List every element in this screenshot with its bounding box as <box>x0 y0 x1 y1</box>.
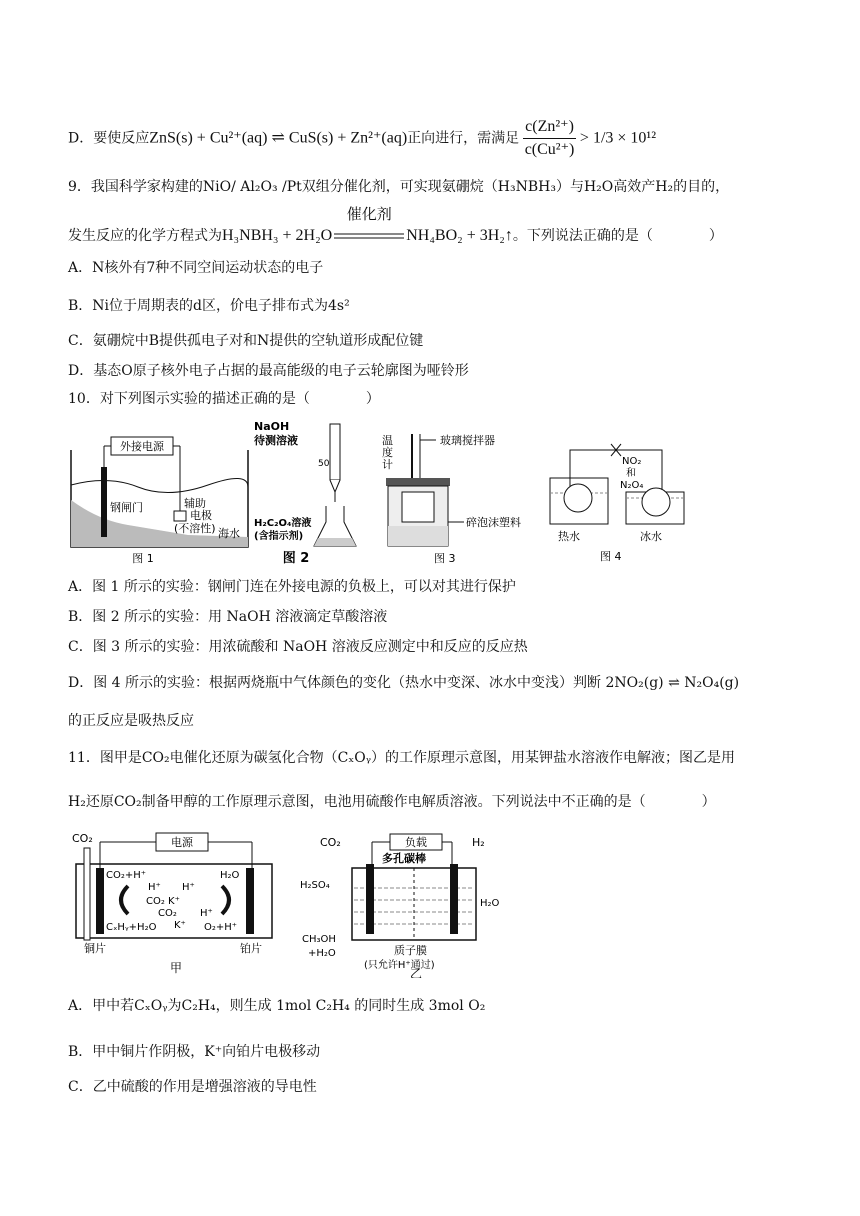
fig3-thermo-1: 温 <box>382 434 393 447</box>
q10-option-a: A．图 1 所示的实验：钢闸门连在外接电源的负极上，可以对其进行保护 <box>68 579 516 595</box>
fig2-naoh-sub: 待测溶液 <box>254 434 298 447</box>
fig4-gas-2: 和 <box>626 468 636 479</box>
option-d-middle: 正向进行，需满足 <box>407 130 520 147</box>
q10-stem: 10．对下列图示实验的描述正确的是（ ） <box>68 391 380 407</box>
figure-3-calorimeter <box>380 430 530 570</box>
q11-option-a: A．甲中若CₓOᵧ为C₂H₄，则生成 1mol C₂H₄ 的同时生成 3mol O₂ <box>68 998 486 1014</box>
q9-option-a: A．N核外有7种不同空间运动状态的电子 <box>68 260 324 276</box>
fig2-caption: 图 2 <box>282 551 310 566</box>
yi-h2o-label: H₂O <box>480 898 500 909</box>
yi-load-label: 负载 <box>405 836 427 849</box>
jia-co2-inlet: CO₂ <box>72 832 93 845</box>
equation-left: H₃NBH₃ + 2H₂O <box>222 227 333 244</box>
catalyst-label: 催化剂 <box>346 205 392 223</box>
q10-option-b: B．图 2 所示的实验：用 NaOH 溶液滴定草酸溶液 <box>68 609 388 625</box>
fig1-aux1: 辅助 <box>184 497 206 510</box>
fig4-gas-3: N₂O₄ <box>620 480 644 491</box>
fig2-h2c2o4-label: H₂C₂O₄溶液 <box>254 518 312 529</box>
fig2-naoh-label: NaOH <box>254 420 290 433</box>
yi-co2-label: CO₂ <box>320 836 341 849</box>
jia-copper-label: 铜片 <box>84 942 106 955</box>
fig4-cold-label: 冰水 <box>640 530 662 543</box>
jia-caption: 甲 <box>170 961 183 975</box>
reaction-formula: ZnS(s) + Cu²⁺(aq) ⇌ CuS(s) + Zn²⁺(aq) <box>149 129 408 147</box>
fraction-condition: > 1/3 × 10¹² <box>579 129 657 147</box>
equation-right: NH₄BO₂ + 3H₂↑ <box>406 227 513 244</box>
fig4-caption: 图 4 <box>600 550 622 563</box>
yi-membrane-note: (只允许H⁺通过) <box>364 960 435 971</box>
jia-label-8: CₓHᵧ+H₂O <box>106 922 157 933</box>
fig1-aux2: 电极 <box>190 509 212 522</box>
figure-2-titration <box>252 418 372 570</box>
yi-ch3oh-2: +H₂O <box>308 948 336 959</box>
yi-rod-label: 多孔碳棒 <box>382 852 426 865</box>
jia-label-6: H⁺ <box>200 908 213 919</box>
jia-label-1: CO₂+H⁺ <box>106 870 147 881</box>
fraction-numerator: c(Zn²⁺) <box>523 116 576 139</box>
fig3-foam-label: 碎泡沫塑料 <box>466 516 521 529</box>
option-d-label: D．要使反应 <box>68 130 150 147</box>
fig4-hot-label: 热水 <box>558 530 580 543</box>
q9-stem-line2 <box>68 205 723 246</box>
q10-option-d: D．图 4 所示的实验：根据两烧瓶中气体颜色的变化（热水中变深、冰水中变浅）判断 2NO₂(g) ⇌ N₂O₄(g) <box>68 675 740 691</box>
yi-ch3oh-1: CH₃OH <box>302 934 336 945</box>
fig1-caption: 图 1 <box>132 552 154 565</box>
q9-option-d: D．基态O原子核外电子占据的最高能级的电子云轮廓图为哑铃形 <box>68 363 469 379</box>
q11-option-b: B．甲中铜片作阴极，K⁺向铂片电极移动 <box>68 1044 321 1060</box>
figure-jia-electrolysis <box>70 828 280 980</box>
fig1-power-label: 外接电源 <box>120 440 164 453</box>
q8-option-d <box>68 116 656 161</box>
fig3-thermo-3: 计 <box>382 458 393 471</box>
jia-power-label: 电源 <box>171 836 193 849</box>
q9-stem-prefix: 发生反应的化学方程式为 <box>68 228 222 244</box>
fig3-stirrer-label: 玻璃搅拌器 <box>440 434 495 447</box>
jia-label-7: K⁺ <box>174 920 186 931</box>
fig1-sea-label: 海水 <box>218 527 240 540</box>
yi-caption: 乙 <box>410 967 423 978</box>
q9-stem-suffix: 。下列说法正确的是（ ） <box>512 228 723 244</box>
fig3-thermo-2: 度 <box>382 446 393 459</box>
jia-label-4: CO₂ K⁺ <box>146 896 180 907</box>
jia-platinum-label: 铂片 <box>240 942 262 955</box>
q9-stem-line1: 9．我国科学家构建的NiO/ Al₂O₃ /Pt双组分催化剂，可实现氨硼烷（H₃NBH₃）与H₂O高效产H₂的目的， <box>68 179 730 195</box>
fig1-gate-label: 钢闸门 <box>110 501 143 514</box>
q10-option-d-cont: 的正反应是吸热反应 <box>68 713 194 729</box>
q11-option-c: C．乙中硫酸的作用是增强溶液的导电性 <box>68 1079 317 1095</box>
yi-h2so4-label: H₂SO₄ <box>300 880 330 891</box>
q11-stem-line1: 11．图甲是CO₂电催化还原为碳氢化合物（CₓOᵧ）的工作原理示意图，用某钾盐水溶液作电解液；图乙是用 <box>68 750 736 766</box>
fig2-h2c2o4-sub: (含指示剂) <box>254 531 304 542</box>
figure-1-sluice-gate <box>68 425 253 569</box>
jia-label-9: O₂+H⁺ <box>204 922 238 933</box>
fraction-denominator: c(Cu²⁺) <box>524 141 575 158</box>
jia-label-2: H⁺ <box>148 882 161 893</box>
q11-stem-line2: H₂还原CO₂制备甲醇的工作原理示意图，电池用硫酸作电解质溶液。下列说法中不正确的是（ ） <box>68 794 716 810</box>
fig2-burette-mark: 50 <box>318 459 330 469</box>
fig3-caption: 图 3 <box>434 552 456 565</box>
catalyst-arrow <box>332 205 406 246</box>
fig4-gas-1: NO₂ <box>622 456 642 467</box>
figure-4-no2-equilibrium <box>548 438 688 570</box>
concentration-fraction <box>523 116 576 161</box>
jia-label-3: H⁺ <box>182 882 195 893</box>
yi-membrane-label: 质子膜 <box>394 944 427 957</box>
yi-h2-label: H₂ <box>472 836 485 849</box>
q10-option-c: C．图 3 所示的实验：用浓硫酸和 NaOH 溶液反应测定中和反应的反应热 <box>68 639 528 655</box>
q9-option-c: C．氨硼烷中B提供孤电子对和N提供的空轨道形成配位键 <box>68 333 424 349</box>
q9-option-b: B．Ni位于周期表的d区，价电子排布式为4s² <box>68 298 350 314</box>
fig1-aux3: (不溶性) <box>174 522 216 535</box>
jia-label-5: CO₂ <box>158 908 177 919</box>
figure-yi-fuel-cell <box>300 828 530 982</box>
jia-h2o-label: H₂O <box>220 870 240 881</box>
